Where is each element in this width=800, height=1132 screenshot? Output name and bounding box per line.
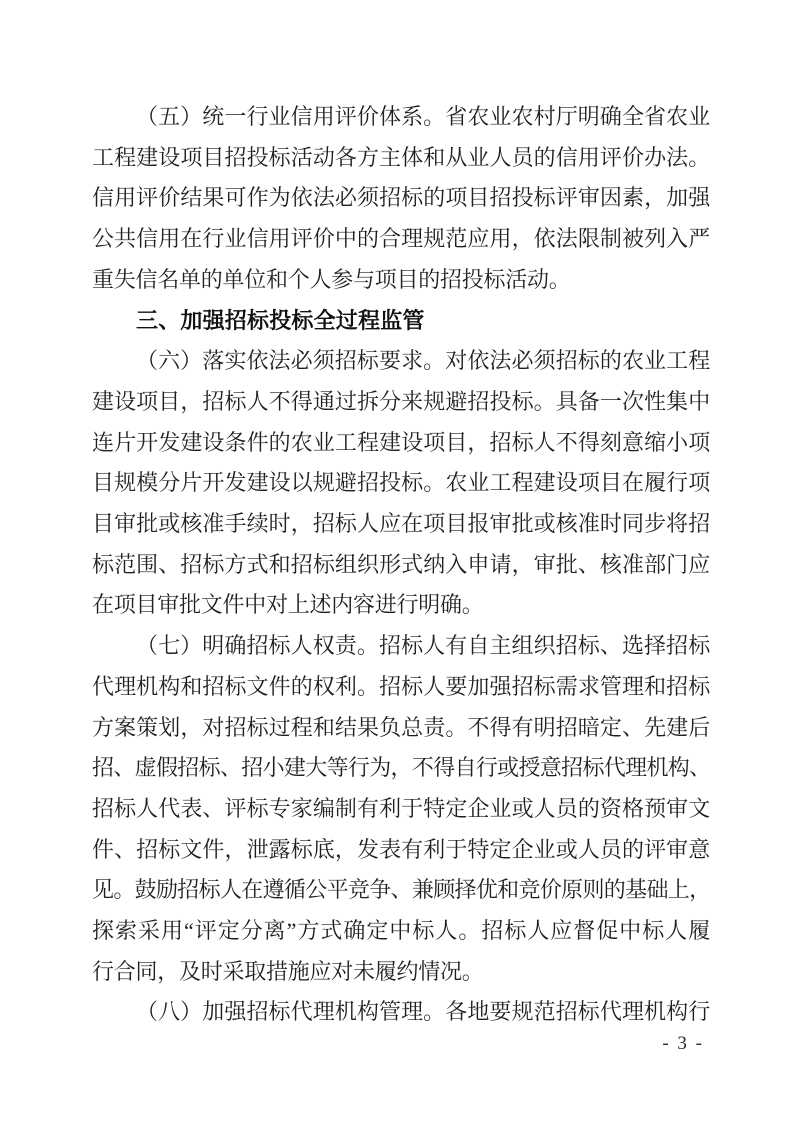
document-line: 工程建设项目招投标活动各方主体和从业人员的信用评价办法。 [92, 144, 710, 170]
document-line: 在项目审批文件中对上述内容进行明确。 [92, 592, 484, 618]
document-body [92, 97, 710, 1033]
section-heading: 三、加强招标投标全过程监管 [136, 307, 425, 333]
document-line: 信用评价结果可作为依法必须招标的项目招投标评审因素，加强 [92, 185, 710, 211]
document-line: 探索采用“评定分离”方式确定中标人。招标人应督促中标人履 [92, 918, 710, 944]
document-line: （六）落实依法必须招标要求。对依法必须招标的农业工程 [136, 348, 710, 374]
document-line: 目规模分片开发建设以规避招投标。农业工程建设项目在履行项 [92, 470, 710, 496]
document-line: 见。鼓励招标人在遵循公平竞争、兼顾择优和竞价原则的基础上， [92, 877, 710, 903]
document-line: 件、招标文件，泄露标底，发表有利于特定企业或人员的评审意 [92, 836, 710, 862]
document-line: 行合同，及时采取措施应对未履约情况。 [92, 958, 484, 984]
document-line: 重失信名单的单位和个人参与项目的招投标活动。 [92, 266, 571, 292]
page-number: - 3 - [662, 1033, 704, 1054]
document-line: 标范围、招标方式和招标组织形式纳入申请，审批、核准部门应 [92, 551, 710, 577]
document-line: 公共信用在行业信用评价中的合理规范应用，依法限制被列入严 [92, 226, 710, 252]
document-line: 目审批或核准手续时，招标人应在项目报审批或核准时同步将招 [92, 511, 710, 537]
document-line: （五）统一行业信用评价体系。省农业农村厅明确全省农业 [136, 104, 710, 129]
document-line: （七）明确招标人权责。招标人有自主组织招标、选择招标 [136, 633, 710, 659]
document-line: （八）加强招标代理机构管理。各地要规范招标代理机构行 [136, 999, 710, 1025]
document-line: 连片开发建设条件的农业工程建设项目，招标人不得刻意缩小项 [92, 429, 710, 455]
document-line: 招标人代表、评标专家编制有利于特定企业或人员的资格预审文 [92, 795, 710, 821]
document-line: 招、虚假招标、招小建大等行为，不得自行或授意招标代理机构、 [92, 755, 710, 781]
document-line: 方案策划，对招标过程和结果负总责。不得有明招暗定、先建后 [92, 714, 710, 740]
document-line: 代理机构和招标文件的权利。招标人要加强招标需求管理和招标 [92, 673, 710, 699]
document-line: 建设项目，招标人不得通过拆分来规避招投标。具备一次性集中 [92, 388, 710, 414]
